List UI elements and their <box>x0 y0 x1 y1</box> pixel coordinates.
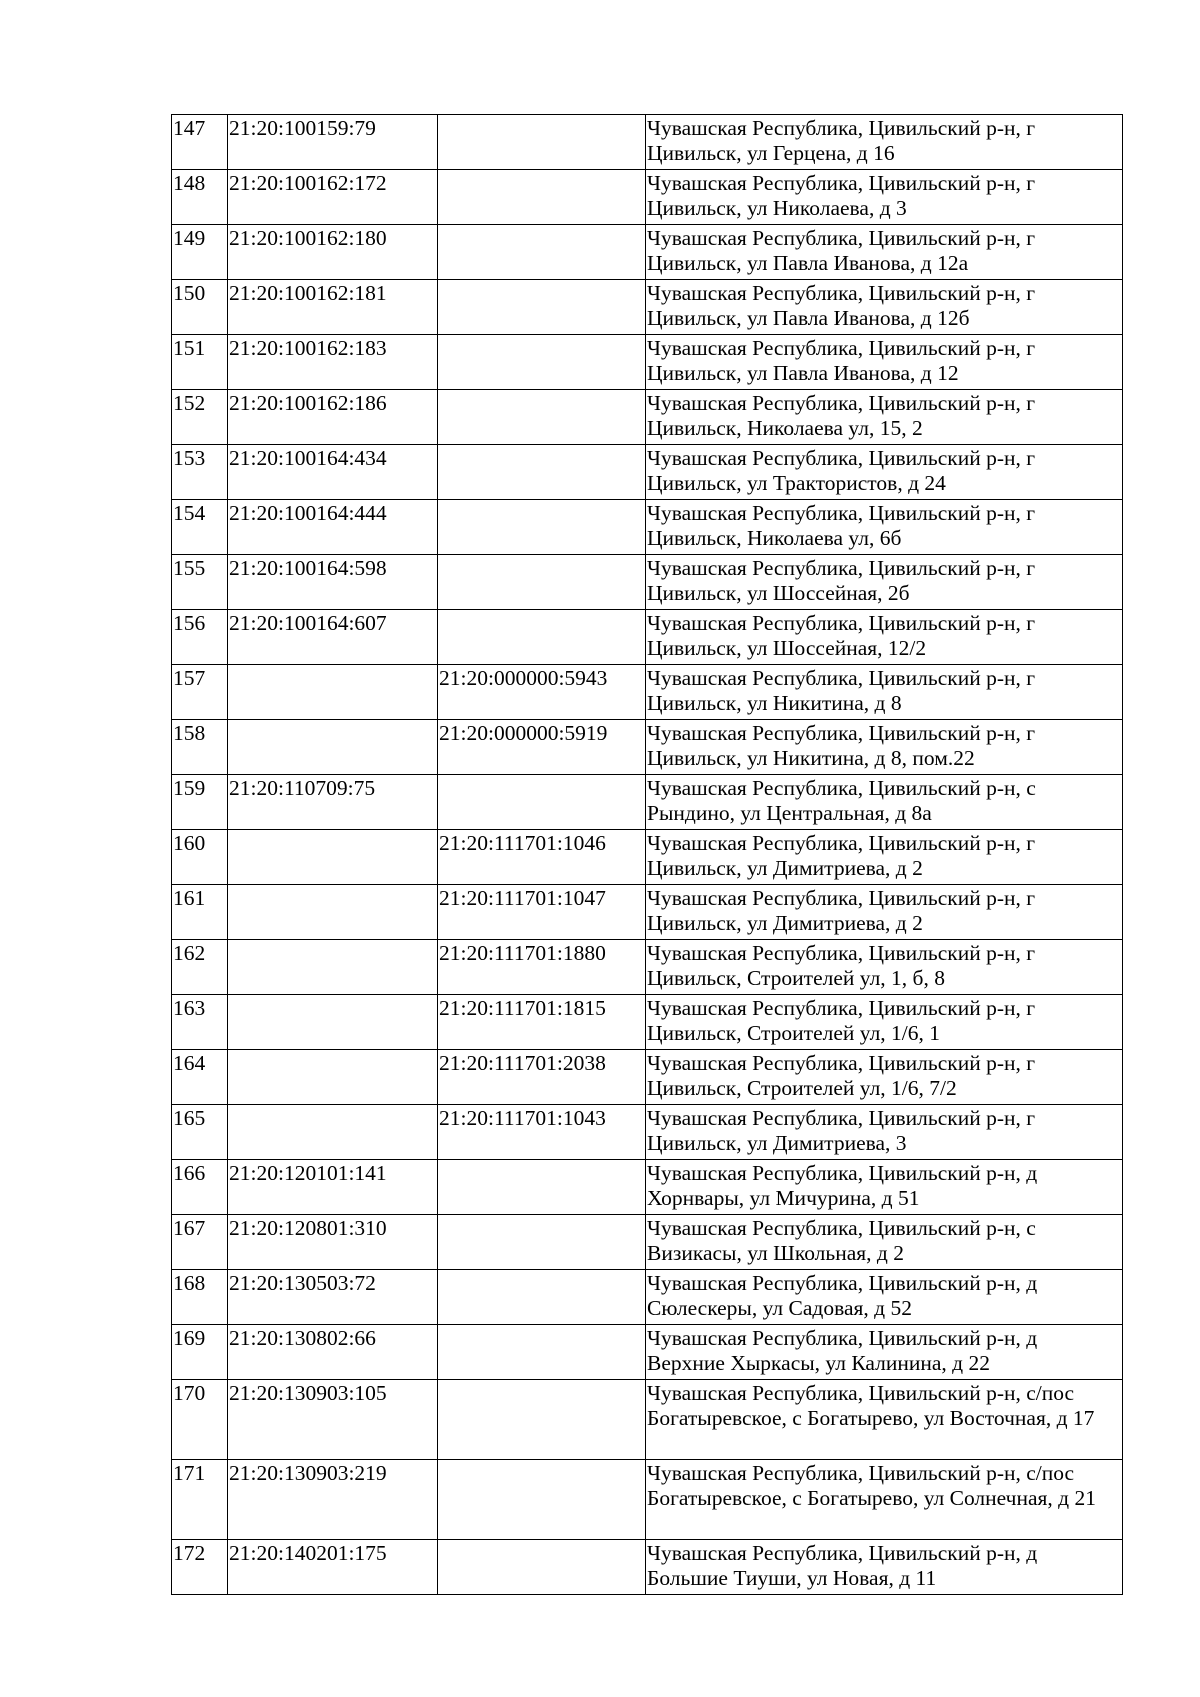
row-number-cell: 150 <box>172 280 228 335</box>
table-row <box>172 170 1123 225</box>
row-number-cell: 172 <box>172 1540 228 1595</box>
row-number-cell: 168 <box>172 1270 228 1325</box>
building-cadastral-number-cell <box>438 1380 646 1460</box>
building-cadastral-number-cell <box>438 445 646 500</box>
cadastral-number-cell: 21:20:130802:66 <box>228 1325 438 1380</box>
address-cell: Чувашская Республика, Цивильский р-н, г Цивильск, ул Герцена, д 16 <box>646 115 1123 170</box>
row-number-cell: 151 <box>172 335 228 390</box>
building-cadastral-number-cell: 21:20:000000:5919 <box>438 720 646 775</box>
building-cadastral-number-cell <box>438 775 646 830</box>
table-row <box>172 775 1123 830</box>
row-number-cell: 154 <box>172 500 228 555</box>
address-cell: Чувашская Республика, Цивильский р-н, г Цивильск, Николаева ул, 15, 2 <box>646 390 1123 445</box>
address-cell: Чувашская Республика, Цивильский р-н, г Цивильск, Строителей ул, 1/6, 1 <box>646 995 1123 1050</box>
cadastral-number-cell <box>228 1050 438 1105</box>
table-row <box>172 390 1123 445</box>
table-row <box>172 1160 1123 1215</box>
row-number-cell: 160 <box>172 830 228 885</box>
cadastral-number-cell: 21:20:100164:607 <box>228 610 438 665</box>
building-cadastral-number-cell <box>438 390 646 445</box>
row-number-cell: 159 <box>172 775 228 830</box>
table-row <box>172 830 1123 885</box>
cadastral-number-cell <box>228 1105 438 1160</box>
row-number-cell: 166 <box>172 1160 228 1215</box>
address-cell: Чувашская Республика, Цивильский р-н, г Цивильск, ул Павла Иванова, д 12б <box>646 280 1123 335</box>
building-cadastral-number-cell <box>438 1270 646 1325</box>
cadastral-number-cell <box>228 830 438 885</box>
address-cell: Чувашская Республика, Цивильский р-н, г Цивильск, Строителей ул, 1, б, 8 <box>646 940 1123 995</box>
building-cadastral-number-cell: 21:20:111701:2038 <box>438 1050 646 1105</box>
row-number-cell: 165 <box>172 1105 228 1160</box>
row-number-cell: 162 <box>172 940 228 995</box>
building-cadastral-number-cell: 21:20:111701:1043 <box>438 1105 646 1160</box>
cadastral-number-cell <box>228 885 438 940</box>
cadastral-number-cell <box>228 665 438 720</box>
row-number-cell: 155 <box>172 555 228 610</box>
table-row <box>172 225 1123 280</box>
address-cell: Чувашская Республика, Цивильский р-н, г Цивильск, ул Николаева, д 3 <box>646 170 1123 225</box>
building-cadastral-number-cell: 21:20:111701:1815 <box>438 995 646 1050</box>
building-cadastral-number-cell: 21:20:111701:1047 <box>438 885 646 940</box>
row-number-cell: 153 <box>172 445 228 500</box>
building-cadastral-number-cell <box>438 280 646 335</box>
table-row <box>172 115 1123 170</box>
cadastral-number-cell: 21:20:130503:72 <box>228 1270 438 1325</box>
building-cadastral-number-cell <box>438 170 646 225</box>
cadastral-number-cell: 21:20:100162:183 <box>228 335 438 390</box>
building-cadastral-number-cell: 21:20:000000:5943 <box>438 665 646 720</box>
building-cadastral-number-cell <box>438 610 646 665</box>
table-row <box>172 1215 1123 1270</box>
building-cadastral-number-cell <box>438 115 646 170</box>
row-number-cell: 147 <box>172 115 228 170</box>
property-table-body <box>172 115 1123 1595</box>
building-cadastral-number-cell: 21:20:111701:1880 <box>438 940 646 995</box>
address-cell: Чувашская Республика, Цивильский р-н, д Хорнвары, ул Мичурина, д 51 <box>646 1160 1123 1215</box>
cadastral-number-cell: 21:20:100162:180 <box>228 225 438 280</box>
building-cadastral-number-cell <box>438 500 646 555</box>
building-cadastral-number-cell <box>438 1160 646 1215</box>
address-cell: Чувашская Республика, Цивильский р-н, с Рындино, ул Центральная, д 8а <box>646 775 1123 830</box>
table-row <box>172 940 1123 995</box>
cadastral-number-cell: 21:20:100164:598 <box>228 555 438 610</box>
cadastral-number-cell: 21:20:100159:79 <box>228 115 438 170</box>
row-number-cell: 170 <box>172 1380 228 1460</box>
table-row <box>172 555 1123 610</box>
cadastral-number-cell: 21:20:110709:75 <box>228 775 438 830</box>
cadastral-number-cell <box>228 940 438 995</box>
row-number-cell: 163 <box>172 995 228 1050</box>
building-cadastral-number-cell <box>438 1540 646 1595</box>
row-number-cell: 157 <box>172 665 228 720</box>
building-cadastral-number-cell <box>438 225 646 280</box>
address-cell: Чувашская Республика, Цивильский р-н, д Большие Тиуши, ул Новая, д 11 <box>646 1540 1123 1595</box>
address-cell: Чувашская Республика, Цивильский р-н, г Цивильск, ул Павла Иванова, д 12а <box>646 225 1123 280</box>
cadastral-number-cell: 21:20:130903:219 <box>228 1460 438 1540</box>
address-cell: Чувашская Республика, Цивильский р-н, г Цивильск, ул Трактористов, д 24 <box>646 445 1123 500</box>
table-row <box>172 1325 1123 1380</box>
table-row <box>172 1380 1123 1460</box>
building-cadastral-number-cell <box>438 1325 646 1380</box>
address-cell: Чувашская Республика, Цивильский р-н, с/пос Богатыревское, с Богатырево, ул Солнечная, д 21 <box>646 1460 1123 1540</box>
cadastral-number-cell: 21:20:120101:141 <box>228 1160 438 1215</box>
row-number-cell: 171 <box>172 1460 228 1540</box>
address-cell: Чувашская Республика, Цивильский р-н, д Верхние Хыркасы, ул Калинина, д 22 <box>646 1325 1123 1380</box>
address-cell: Чувашская Республика, Цивильский р-н, г Цивильск, Николаева ул, 6б <box>646 500 1123 555</box>
address-cell: Чувашская Республика, Цивильский р-н, г Цивильск, ул Димитриева, 3 <box>646 1105 1123 1160</box>
table-row <box>172 280 1123 335</box>
table-row <box>172 1105 1123 1160</box>
cadastral-number-cell: 21:20:130903:105 <box>228 1380 438 1460</box>
row-number-cell: 158 <box>172 720 228 775</box>
address-cell: Чувашская Республика, Цивильский р-н, г Цивильск, ул Димитриева, д 2 <box>646 885 1123 940</box>
row-number-cell: 149 <box>172 225 228 280</box>
row-number-cell: 169 <box>172 1325 228 1380</box>
cadastral-number-cell <box>228 995 438 1050</box>
table-row <box>172 1270 1123 1325</box>
cadastral-number-cell: 21:20:100164:444 <box>228 500 438 555</box>
address-cell: Чувашская Республика, Цивильский р-н, с/пос Богатыревское, с Богатырево, ул Восточная, д 17 <box>646 1380 1123 1460</box>
table-row <box>172 885 1123 940</box>
row-number-cell: 161 <box>172 885 228 940</box>
table-row <box>172 720 1123 775</box>
cadastral-number-cell: 21:20:120801:310 <box>228 1215 438 1270</box>
table-row <box>172 1460 1123 1540</box>
table-row <box>172 1050 1123 1105</box>
address-cell: Чувашская Республика, Цивильский р-н, д Сюлескеры, ул Садовая, д 52 <box>646 1270 1123 1325</box>
table-row <box>172 610 1123 665</box>
table-row <box>172 995 1123 1050</box>
address-cell: Чувашская Республика, Цивильский р-н, г Цивильск, ул Никитина, д 8, пом.22 <box>646 720 1123 775</box>
row-number-cell: 148 <box>172 170 228 225</box>
building-cadastral-number-cell <box>438 1460 646 1540</box>
building-cadastral-number-cell <box>438 335 646 390</box>
cadastral-number-cell: 21:20:100162:186 <box>228 390 438 445</box>
property-table <box>171 114 1123 1595</box>
building-cadastral-number-cell <box>438 1215 646 1270</box>
row-number-cell: 152 <box>172 390 228 445</box>
row-number-cell: 164 <box>172 1050 228 1105</box>
address-cell: Чувашская Республика, Цивильский р-н, г Цивильск, ул Никитина, д 8 <box>646 665 1123 720</box>
table-row <box>172 335 1123 390</box>
address-cell: Чувашская Республика, Цивильский р-н, г Цивильск, Строителей ул, 1/6, 7/2 <box>646 1050 1123 1105</box>
table-row <box>172 500 1123 555</box>
cadastral-number-cell: 21:20:100162:181 <box>228 280 438 335</box>
cadastral-number-cell: 21:20:100164:434 <box>228 445 438 500</box>
address-cell: Чувашская Республика, Цивильский р-н, г Цивильск, ул Шоссейная, 2б <box>646 555 1123 610</box>
address-cell: Чувашская Республика, Цивильский р-н, г Цивильск, ул Шоссейная, 12/2 <box>646 610 1123 665</box>
row-number-cell: 156 <box>172 610 228 665</box>
address-cell: Чувашская Республика, Цивильский р-н, г Цивильск, ул Димитриева, д 2 <box>646 830 1123 885</box>
cadastral-number-cell <box>228 720 438 775</box>
address-cell: Чувашская Республика, Цивильский р-н, г Цивильск, ул Павла Иванова, д 12 <box>646 335 1123 390</box>
table-row <box>172 1540 1123 1595</box>
table-row <box>172 665 1123 720</box>
cadastral-number-cell: 21:20:100162:172 <box>228 170 438 225</box>
row-number-cell: 167 <box>172 1215 228 1270</box>
building-cadastral-number-cell: 21:20:111701:1046 <box>438 830 646 885</box>
cadastral-number-cell: 21:20:140201:175 <box>228 1540 438 1595</box>
building-cadastral-number-cell <box>438 555 646 610</box>
address-cell: Чувашская Республика, Цивильский р-н, с Визикасы, ул Школьная, д 2 <box>646 1215 1123 1270</box>
table-row <box>172 445 1123 500</box>
